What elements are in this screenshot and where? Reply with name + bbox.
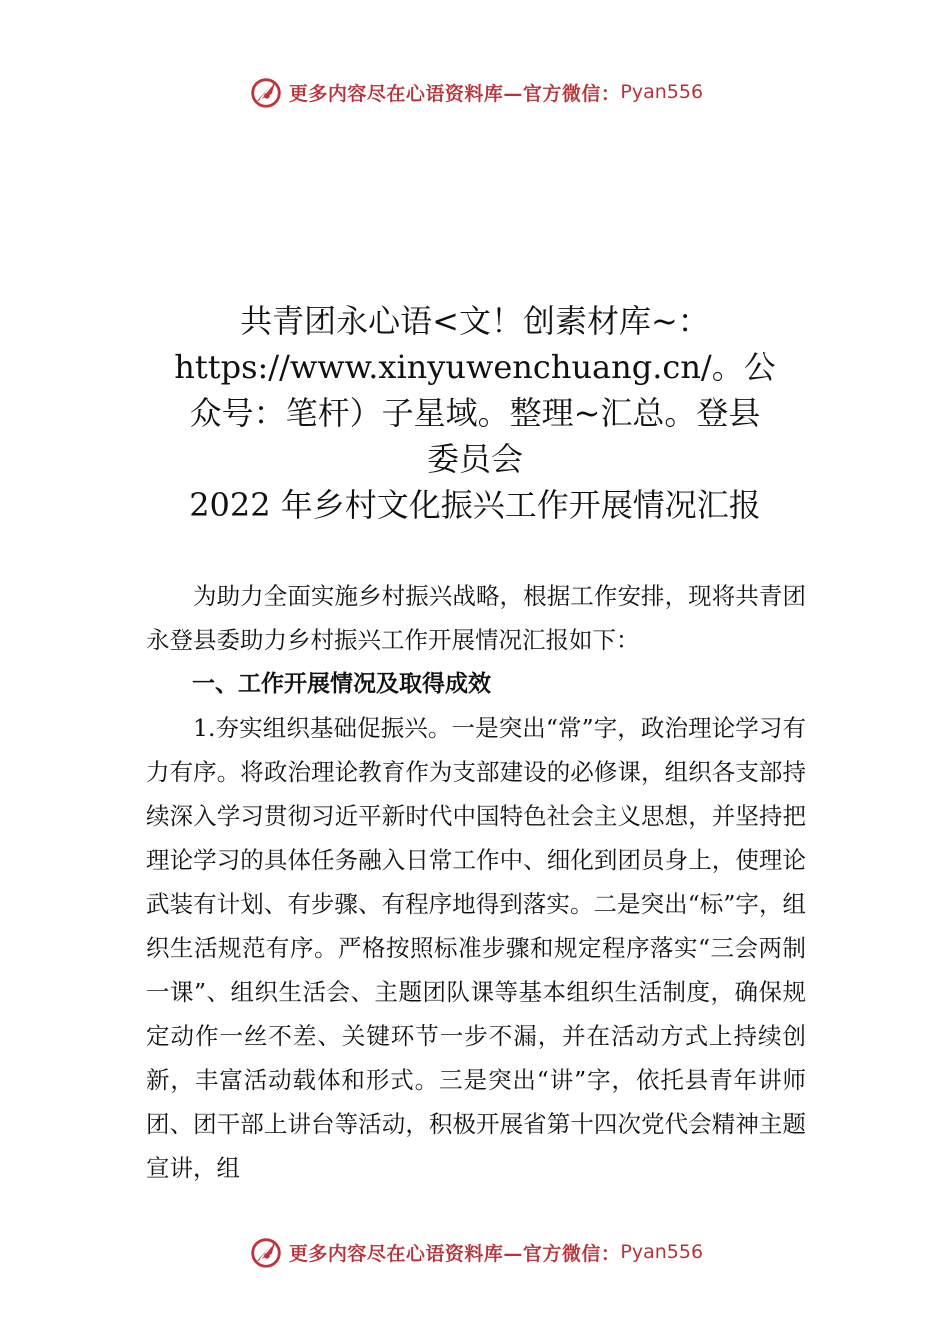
- title-line-5: 2022 年乡村文化振兴工作开展情况汇报: [189, 486, 761, 524]
- section-heading: 一、工作开展情况及取得成效: [192, 671, 491, 697]
- wechat-account: Pyan556: [620, 1241, 704, 1263]
- title-line-2: https://www.xinyuwenchuang.cn/。公: [174, 348, 776, 386]
- title-line-1: 共青团永心语<文！创素材库~：: [240, 302, 710, 340]
- header-banner: [0, 72, 950, 112]
- document-title: [145, 298, 805, 528]
- footer-banner: [0, 1232, 950, 1272]
- quill-logo-icon: [247, 1233, 285, 1271]
- quill-logo-icon: [247, 73, 285, 111]
- title-line-3: 众号：笔杆）子星域。整理~汇总。登县: [189, 394, 761, 432]
- section-paragraph: 1.夯实组织基础促振兴。一是突出“常”字，政治理论学习有力有序。将政治理论教育作为支部建设的必修课，组织各支部持续深入学习贯彻习近平新时代中国特色社会主义思想，并坚持把理论学习的具体任务融入日常工作中、细化到团员身上，使理论武装有计划、有步骤、有程序地得到落实。二是突出“标”字，组织生活规范有序。严格按照标准步骤和规定程序落实“三会两制一课”、组织生活会、主题团队课等基本组织生活制度，确保规定动作一丝不差、关键环节一步不漏，并在活动方式上持续创新，丰富活动载体和形式。三是突出“讲”字，依托县青年讲师团、团干部上讲台等活动，积极开展省第十四次党代会精神主题宣讲，组: [146, 714, 806, 1182]
- document-body: [146, 574, 806, 1190]
- banner-text: 更多内容尽在心语资料库—官方微信：: [288, 1242, 621, 1265]
- wechat-account: Pyan556: [620, 81, 704, 103]
- banner-text: 更多内容尽在心语资料库—官方微信：: [288, 82, 621, 105]
- intro-paragraph: 为助力全面实施乡村振兴战略，根据工作安排，现将共青团永登县委助力乡村振兴工作开展情况汇报如下：: [146, 582, 806, 654]
- title-line-4: 委员会: [426, 440, 523, 478]
